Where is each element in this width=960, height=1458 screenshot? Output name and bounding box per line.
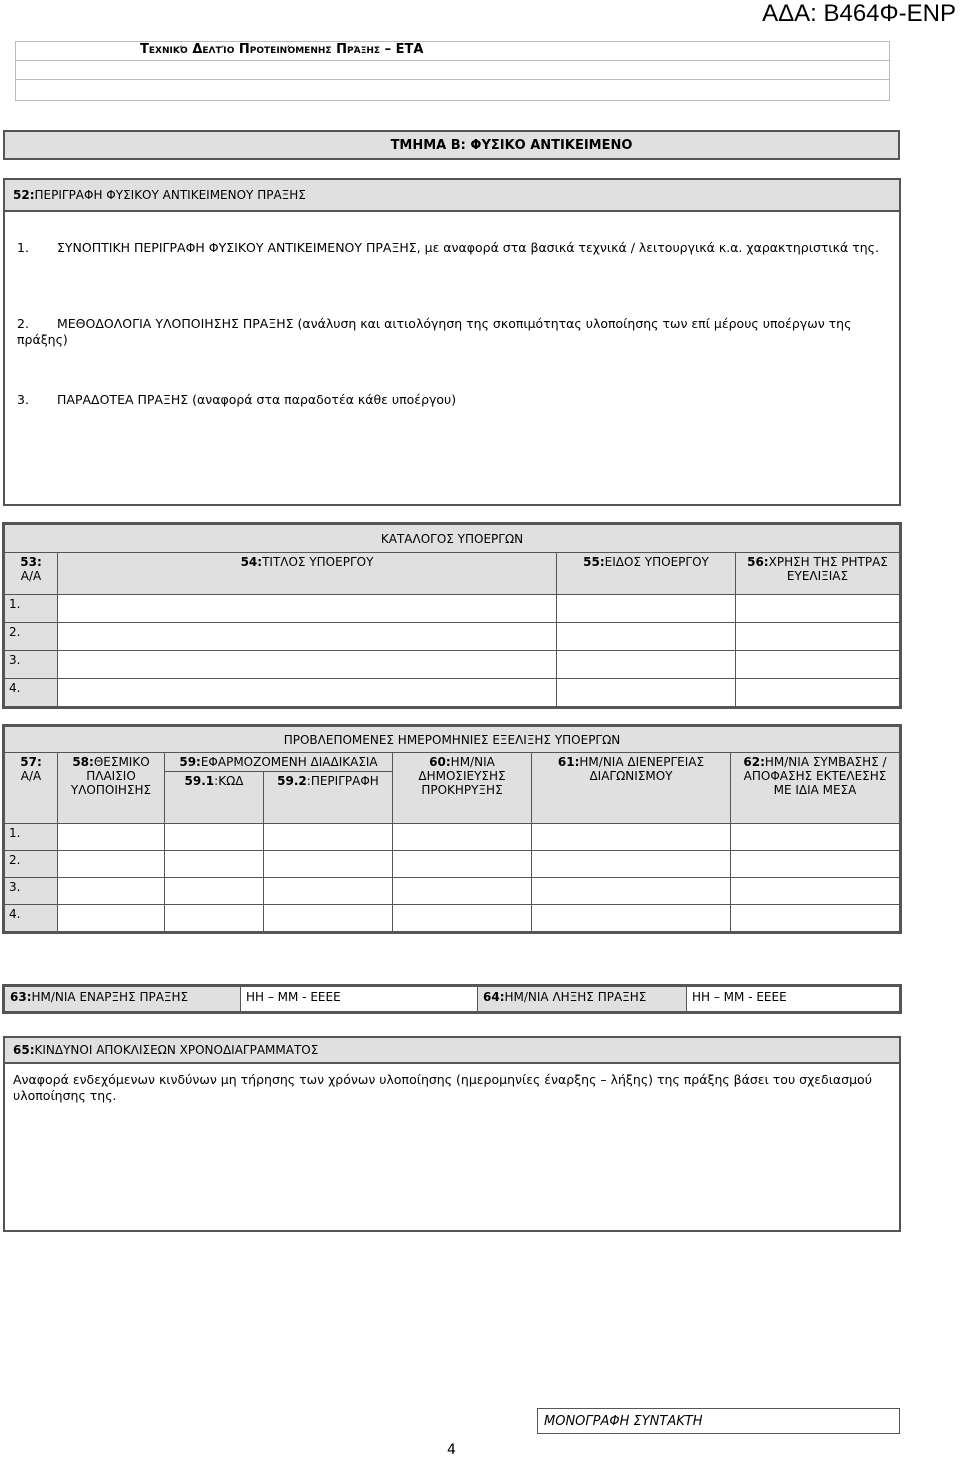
row-number: 3. xyxy=(5,878,58,905)
document-title: Τεχνικό Δελτίο Προτεινόμενης Πράξης – ΕΤΑ xyxy=(140,42,424,57)
risks-section xyxy=(3,1036,901,1232)
col-55-header: 55:ΕΙΔΟΣ ΥΠΟΕΡΓΟΥ xyxy=(557,553,736,595)
timeline-title: ΠΡΟΒΛΕΠΟΜΕΝΕΣ ΗΜΕΡΟΜΗΝΙΕΣ ΕΞΕΛΙΞΗΣ ΥΠΟΕΡΓΩΝ xyxy=(5,727,900,753)
col-59-header: 59:ΕΦΑΡΜΟΖΟΜΕΝΗ ΔΙΑΔΙΚΑΣΙΑ xyxy=(165,753,393,772)
field-65-header: 65:ΚΙΝΔΥΝΟΙ ΑΠΟΚΛΙΣΕΩΝ ΧΡΟΝΟΔΙΑΓΡΑΜΜΑΤΟΣ xyxy=(5,1038,899,1064)
timeline-table xyxy=(4,726,900,932)
row-number: 2. xyxy=(5,623,58,651)
subprojects-title: ΚΑΤΑΛΟΓΟΣ ΥΠΟΕΡΓΩΝ xyxy=(5,525,900,553)
section-b-title: ΤΜΗΜΑ Β: ΦΥΣΙΚΟ ΑΝΤΙΚΕΙΜΕΝΟ xyxy=(3,130,900,160)
row-number: 1. xyxy=(5,595,58,623)
col-58-header: 58:ΘΕΣΜΙΚΟ ΠΛΑΙΣΙΟ ΥΛΟΠΟΙΗΣΗΣ xyxy=(58,753,165,824)
physical-item-1: 1. ΣΥΝΟΠΤΙΚΗ ΠΕΡΙΓΡΑΦΗ ΦΥΣΙΚΟΥ ΑΝΤΙΚΕΙΜΕΝΟΥ ΠΡΑΞΗΣ, με αναφορά στα βασικά τεχνικά / λειτουργικά κ.α. χαρακτηριστικά της. xyxy=(17,240,879,255)
col-54-header: 54:ΤΙΤΛΟΣ ΥΠΟΕΡΓΟΥ xyxy=(58,553,557,595)
col-53-header: 53: Α/Α xyxy=(5,553,58,595)
col-61-header: 61:ΗΜ/ΝΙΑ ΔΙΕΝΕΡΓΕΙΑΣ ΔΙΑΓΩΝΙΣΜΟΥ xyxy=(532,753,731,824)
row-number: 2. xyxy=(5,851,58,878)
row-number: 4. xyxy=(5,905,58,932)
start-date-label: 63:ΗΜ/ΝΙΑ ΕΝΑΡΞΗΣ ΠΡΑΞΗΣ xyxy=(5,987,241,1012)
row-number: 4. xyxy=(5,679,58,707)
physical-object-section xyxy=(3,178,901,506)
physical-item-3: 3. ΠΑΡΑΔΟΤΕΑ ΠΡΑΞΗΣ (αναφορά στα παραδοτέα κάθε υποέργου) xyxy=(17,392,457,407)
col-62-header: 62:ΗΜ/ΝΙΑ ΣΥΜΒΑΣΗΣ / ΑΠΟΦΑΣΗΣ ΕΚΤΕΛΕΣΗΣ ΜΕ ΙΔΙΑ ΜΕΣΑ xyxy=(731,753,900,824)
start-date-value: ΗΗ – ΜΜ - ΕΕΕΕ xyxy=(241,987,478,1012)
col-57-header: 57: Α/Α xyxy=(5,753,58,824)
page-number: 4 xyxy=(447,1442,456,1458)
row-number: 3. xyxy=(5,651,58,679)
col-60-header: 60:ΗΜ/ΝΙΑ ΔΗΜΟΣΙΕΥΣΗΣ ΠΡΟΚΗΡΥΞΗΣ xyxy=(393,753,532,824)
signature-box: ΜΟΝΟΓΡΑΦΗ ΣΥΝΤΑΚΤΗ xyxy=(537,1408,900,1434)
physical-item-2: 2. ΜΕΘΟΔΟΛΟΓΙΑ ΥΛΟΠΟΙΗΣΗΣ ΠΡΑΞΗΣ (ανάλυση και αιτιολόγηση της σκοπιμότητας υλοποίησης των επί μέρους υποέργων της πράξης) xyxy=(17,316,852,347)
row-number: 1. xyxy=(5,824,58,851)
dates-table xyxy=(4,986,900,1012)
col-59-1-header: 59.1:ΚΩΔ xyxy=(165,772,264,824)
risks-text: Αναφορά ενδεχόμενων κινδύνων μη τήρησης των χρόνων υλοποίησης (ημερομηνίες έναρξης – λήξης) της πράξης βάσει του σχεδιασμού υλοποίησης της. xyxy=(13,1072,872,1103)
col-59-2-header: 59.2:ΠΕΡΙΓΡΑΦΗ xyxy=(264,772,393,824)
field-52-header: 52:ΠΕΡΙΓΡΑΦΗ ΦΥΣΙΚΟΥ ΑΝΤΙΚΕΙΜΕΝΟΥ ΠΡΑΞΗΣ xyxy=(5,180,899,212)
col-56-header: 56:ΧΡΗΣΗ ΤΗΣ ΡΗΤΡΑΣ ΕΥΕΛΙΞΙΑΣ xyxy=(736,553,900,595)
end-date-value: ΗΗ – ΜΜ - ΕΕΕΕ xyxy=(687,987,900,1012)
ada-stamp: ΑΔΑ: Β464Φ-ΕΝΡ xyxy=(762,0,956,27)
end-date-label: 64:ΗΜ/ΝΙΑ ΛΗΞΗΣ ΠΡΑΞΗΣ xyxy=(478,987,687,1012)
subprojects-table xyxy=(4,524,900,707)
